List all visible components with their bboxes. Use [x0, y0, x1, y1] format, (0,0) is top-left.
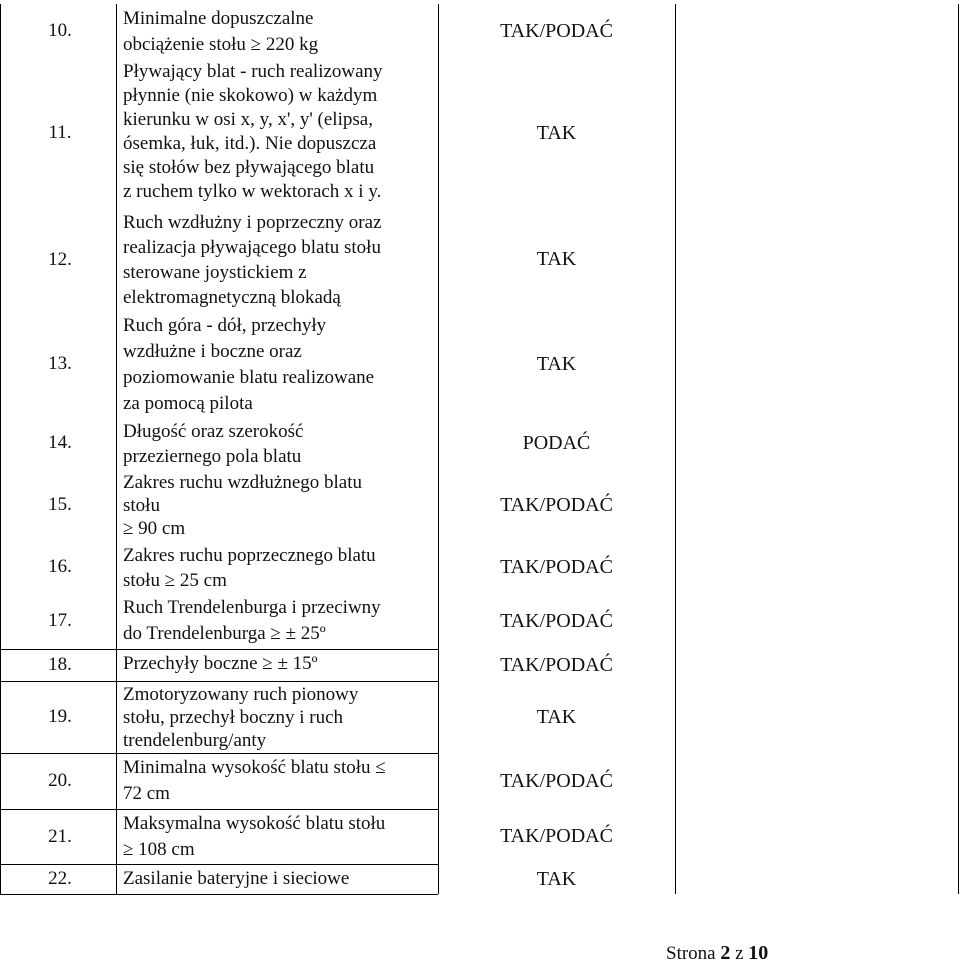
row-number: 13. [48, 353, 72, 374]
description-line: Ruch wzdłużny i poprzeczny oraz [123, 212, 382, 233]
description-line: obciążenie stołu ≥ 220 kg [123, 34, 319, 55]
spec-table [0, 4, 960, 894]
description-line: z ruchem tylko w wektorach x i y. [123, 181, 382, 202]
row-value: TAK [536, 352, 577, 375]
row-value: TAK/PODAĆ [500, 609, 613, 632]
row-number: 10. [48, 20, 72, 41]
table-row [0, 681, 960, 753]
table-row [0, 58, 960, 208]
row-description [116, 593, 438, 649]
row-number: 20. [48, 770, 72, 791]
row-number: 11. [48, 122, 72, 143]
row-description [116, 469, 438, 541]
row-value: TAK/PODAĆ [500, 19, 613, 42]
row-value: TAK [536, 705, 577, 728]
description-line: ósemka, łuk, itd.). Nie dopuszcza [123, 133, 377, 154]
table-row [0, 753, 960, 809]
row-response-cell [675, 4, 958, 58]
row-description [116, 58, 438, 208]
row-number: 12. [48, 248, 72, 270]
table-row [0, 417, 960, 469]
row-divider [0, 894, 438, 895]
row-description [116, 649, 438, 681]
description-line: Zasilanie bateryjne i sieciowe [123, 868, 350, 889]
table-row [0, 208, 960, 311]
row-description [116, 864, 438, 894]
row-response-cell [675, 417, 958, 469]
description-line: kierunku w osi x, y, x', y' (elipsa, [123, 109, 373, 130]
description-line: Przechyły boczne ≥ ± 15º [123, 653, 318, 674]
row-response-cell [675, 469, 958, 541]
row-description [116, 809, 438, 864]
row-number: 17. [48, 610, 72, 631]
row-value: TAK [536, 121, 577, 144]
table-row [0, 469, 960, 541]
row-number: 14. [48, 432, 72, 453]
table-row [0, 593, 960, 649]
row-response-cell [675, 809, 958, 864]
row-description [116, 4, 438, 58]
description-line: Ruch góra - dół, przechyły [123, 315, 327, 336]
description-line: do Trendelenburga ≥ ± 25º [123, 623, 326, 644]
row-response-cell [675, 864, 958, 894]
table-row [0, 541, 960, 593]
description-line: wzdłużne i boczne oraz [123, 341, 302, 362]
row-value: TAK/PODAĆ [500, 769, 613, 792]
page-of-label: z [735, 943, 744, 964]
description-line: Minimalna wysokość blatu stołu ≤ [123, 757, 386, 778]
row-value: PODAĆ [522, 431, 591, 454]
row-response-cell [675, 541, 958, 593]
row-response-cell [675, 58, 958, 208]
description-line: Długość oraz szerokość [123, 421, 304, 442]
row-description [116, 753, 438, 809]
description-line: Zakres ruchu poprzecznego blatu [123, 545, 376, 566]
description-line: Zmotoryzowany ruch pionowy [123, 684, 359, 705]
description-line: 72 cm [123, 783, 170, 804]
description-line: poziomowanie blatu realizowane [123, 367, 375, 388]
row-description [116, 311, 438, 417]
row-response-cell [675, 753, 958, 809]
page-number: 2 [720, 942, 731, 964]
row-response-cell [675, 311, 958, 417]
description-line: stołu, przechył boczny i ruch [123, 707, 344, 728]
description-line: za pomocą pilota [123, 393, 253, 414]
description-line: płynnie (nie skokowo) w każdym [123, 85, 378, 106]
description-line: Pływający blat - ruch realizowany [123, 61, 383, 82]
page-footer [666, 942, 768, 965]
row-description [116, 681, 438, 753]
page-total: 10 [748, 942, 769, 964]
row-response-cell [675, 593, 958, 649]
row-value: TAK [536, 248, 577, 270]
page-label: Strona [666, 943, 716, 964]
row-response-cell [675, 681, 958, 753]
description-line: Maksymalna wysokość blatu stołu [123, 813, 386, 834]
table-row [0, 649, 960, 681]
row-number: 15. [48, 494, 72, 515]
description-line: stołu ≥ 25 cm [123, 570, 227, 591]
description-line: ≥ 108 cm [123, 839, 195, 860]
description-line: sterowane joystickiem z [123, 262, 307, 283]
description-line: Minimalne dopuszczalne [123, 8, 314, 29]
description-line: przeziernego pola blatu [123, 446, 302, 467]
table-row [0, 311, 960, 417]
description-line: elektromagnetyczną blokadą [123, 287, 341, 308]
table-row [0, 4, 960, 58]
description-line: stołu [123, 495, 160, 516]
row-number: 22. [48, 868, 72, 889]
description-line: realizacja pływającego blatu stołu [123, 237, 381, 258]
row-value: TAK/PODAĆ [500, 493, 613, 516]
row-value: TAK [536, 867, 577, 890]
row-description [116, 541, 438, 593]
row-value: TAK/PODAĆ [500, 555, 613, 578]
row-number: 21. [48, 825, 72, 847]
row-description [116, 417, 438, 469]
row-number: 16. [48, 556, 72, 577]
description-line: ≥ 90 cm [123, 518, 186, 539]
row-value: TAK/PODAĆ [500, 825, 613, 847]
description-line: Zakres ruchu wzdłużnego blatu [123, 472, 362, 493]
row-number: 18. [48, 654, 72, 675]
description-line: trendelenburg/anty [123, 730, 267, 751]
row-number: 19. [48, 706, 72, 727]
row-value: TAK/PODAĆ [500, 653, 613, 676]
row-response-cell [675, 208, 958, 311]
description-line: Ruch Trendelenburga i przeciwny [123, 597, 381, 618]
table-row [0, 809, 960, 864]
row-description [116, 208, 438, 311]
description-line: się stołów bez pływającego blatu [123, 157, 375, 178]
row-response-cell [675, 649, 958, 681]
table-row [0, 864, 960, 894]
